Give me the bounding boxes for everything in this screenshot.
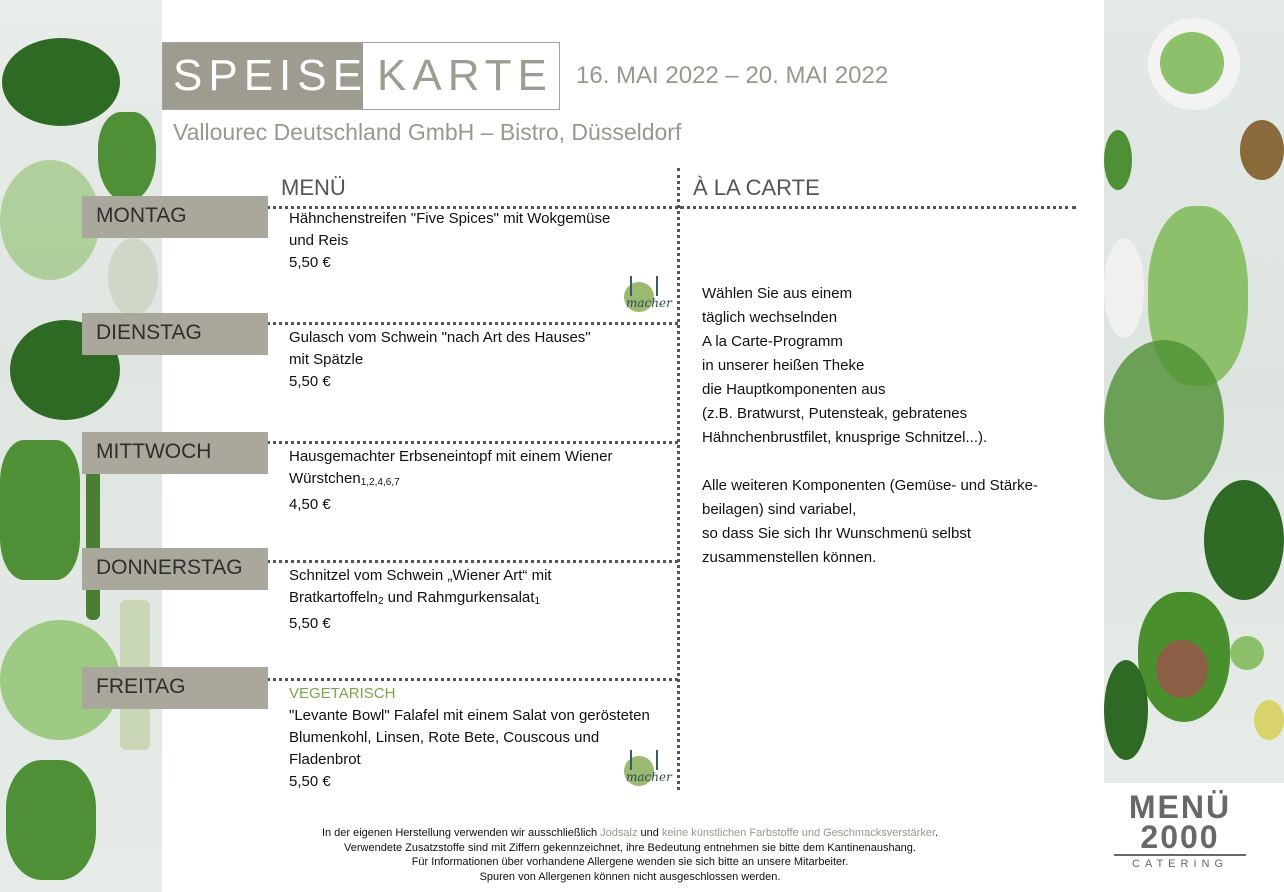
divider-freitag [244,678,678,681]
alacarte-line: so dass Sie sich Ihr Wunschmenü selbst [702,525,972,542]
footer-highlight: Jodsalz [600,827,638,839]
footer-line: Für Informationen über vorhandene Allergene wenden sie sich bitte an unsere Mitarbeiter. [411,856,849,868]
alacarte-line: in unserer heißen Theke [702,357,865,374]
divider-dienstag [244,322,678,325]
alacarte-line: zusammenstellen können. [702,549,877,566]
dish-line: Hähnchenstreifen "Five Spices" mit Wokgemüse [289,210,611,227]
dish-line: mit Spätzle [289,351,364,368]
vegetarian-label: VEGETARISCH [289,685,396,702]
day-tab-montag: MONTAG [82,196,268,238]
alacarte-description [702,282,1062,570]
alacarte-line: Alle weiteren Komponenten (Gemüse- und Stärke- [702,477,1039,494]
dish-price: 5,50 € [289,254,331,271]
dish-text: Würstchen [289,470,361,487]
day-tab-donnerstag: DONNERSTAG [82,548,268,590]
additive-numbers: 2 [377,596,384,607]
dish-line [289,587,669,613]
dish-line [289,468,669,494]
title-karte: KARTE [377,51,553,100]
dish-freitag [289,683,669,793]
brand-top: MENÜ [1128,789,1232,825]
brand-bottom: CATERING [1114,854,1246,870]
brand-mid: 2000 [1140,819,1220,855]
alacarte-line: Wählen Sie aus einem [702,285,853,302]
subtitle: Vallourec Deutschland GmbH – Bistro, Düsseldorf [173,119,682,145]
dish-line: Schnitzel vom Schwein „Wiener Art“ mit [289,567,552,584]
alacarte-line: beilagen) sind variabel, [702,501,857,518]
title-box [162,42,560,110]
footer-highlight: keine künstlichen Farbstoffe und Geschmacksverstärker [661,827,935,839]
dish-line: Hausgemachter Erbseneintopf mit einem Wiener [289,448,613,465]
dish-line: und Reis [289,232,349,249]
dish-text: Bratkartoffeln [289,589,378,606]
footer-line: Verwendete Zusatzstoffe sind mit Ziffern gekennzeichnet, ihre Bedeutung entnehmen sie bitte dem Kantinenaushang. [344,841,916,854]
dish-dienstag [289,327,669,393]
menu-heading: MENÜ [281,175,346,200]
footer-text: . [935,827,939,839]
footer-notes [200,826,1060,884]
alacarte-line: (z.B. Bratwurst, Putensteak, gebratenes [702,405,968,422]
title-speise: SPEISE [163,43,363,109]
footer-text: In der eigenen Herstellung verwenden wir ausschließlich [321,827,601,839]
macher-logo [616,750,674,792]
column-divider [677,168,680,790]
logo-text: macher [626,770,672,784]
dish-line: Blumenkohl, Linsen, Rote Bete, Couscous und [289,729,600,746]
date-range: 16. MAI 2022 – 20. MAI 2022 [576,62,889,89]
menu2000-logo [1114,789,1246,872]
dish-line: "Levante Bowl" Falafel mit einem Salat von gerösteten [289,707,650,724]
divider-donnerstag [244,560,678,563]
footer-line: Spuren von Allergenen können nicht ausgeschlossen werden. [479,870,781,883]
dish-price: 4,50 € [289,496,331,513]
dish-donnerstag [289,565,669,635]
additive-numbers: 1 [534,596,541,607]
divider-mittwoch [244,441,678,444]
alacarte-divider [680,206,1076,209]
dish-text: und Rahmgurkensalat [383,589,535,606]
logo-text: macher [626,296,672,310]
footer-line [200,826,1060,841]
alacarte-line: A la Carte-Programm [702,333,843,350]
dish-montag [289,208,669,274]
dish-mittwoch [289,446,669,516]
dish-price: 5,50 € [289,773,331,790]
dish-price: 5,50 € [289,373,331,390]
day-tab-dienstag: DIENSTAG [82,313,268,355]
additive-numbers: 1,2,4,6,7 [360,477,400,488]
right-vegetable-image [1104,0,1284,783]
alacarte-line: die Hauptkomponenten aus [702,381,886,398]
footer-text: und [637,827,662,839]
macher-logo [616,276,674,318]
alacarte-line: Hähnchenbrustfilet, knusprige Schnitzel...). [702,429,988,446]
alacarte-line: täglich wechselnden [702,309,838,326]
day-tab-freitag: FREITAG [82,667,268,709]
alacarte-heading: À LA CARTE [693,175,820,200]
dish-price: 5,50 € [289,615,331,632]
dish-line: Gulasch vom Schwein "nach Art des Hauses" [289,329,591,346]
dish-line: Fladenbrot [289,751,361,768]
day-tab-mittwoch: MITTWOCH [82,432,268,474]
